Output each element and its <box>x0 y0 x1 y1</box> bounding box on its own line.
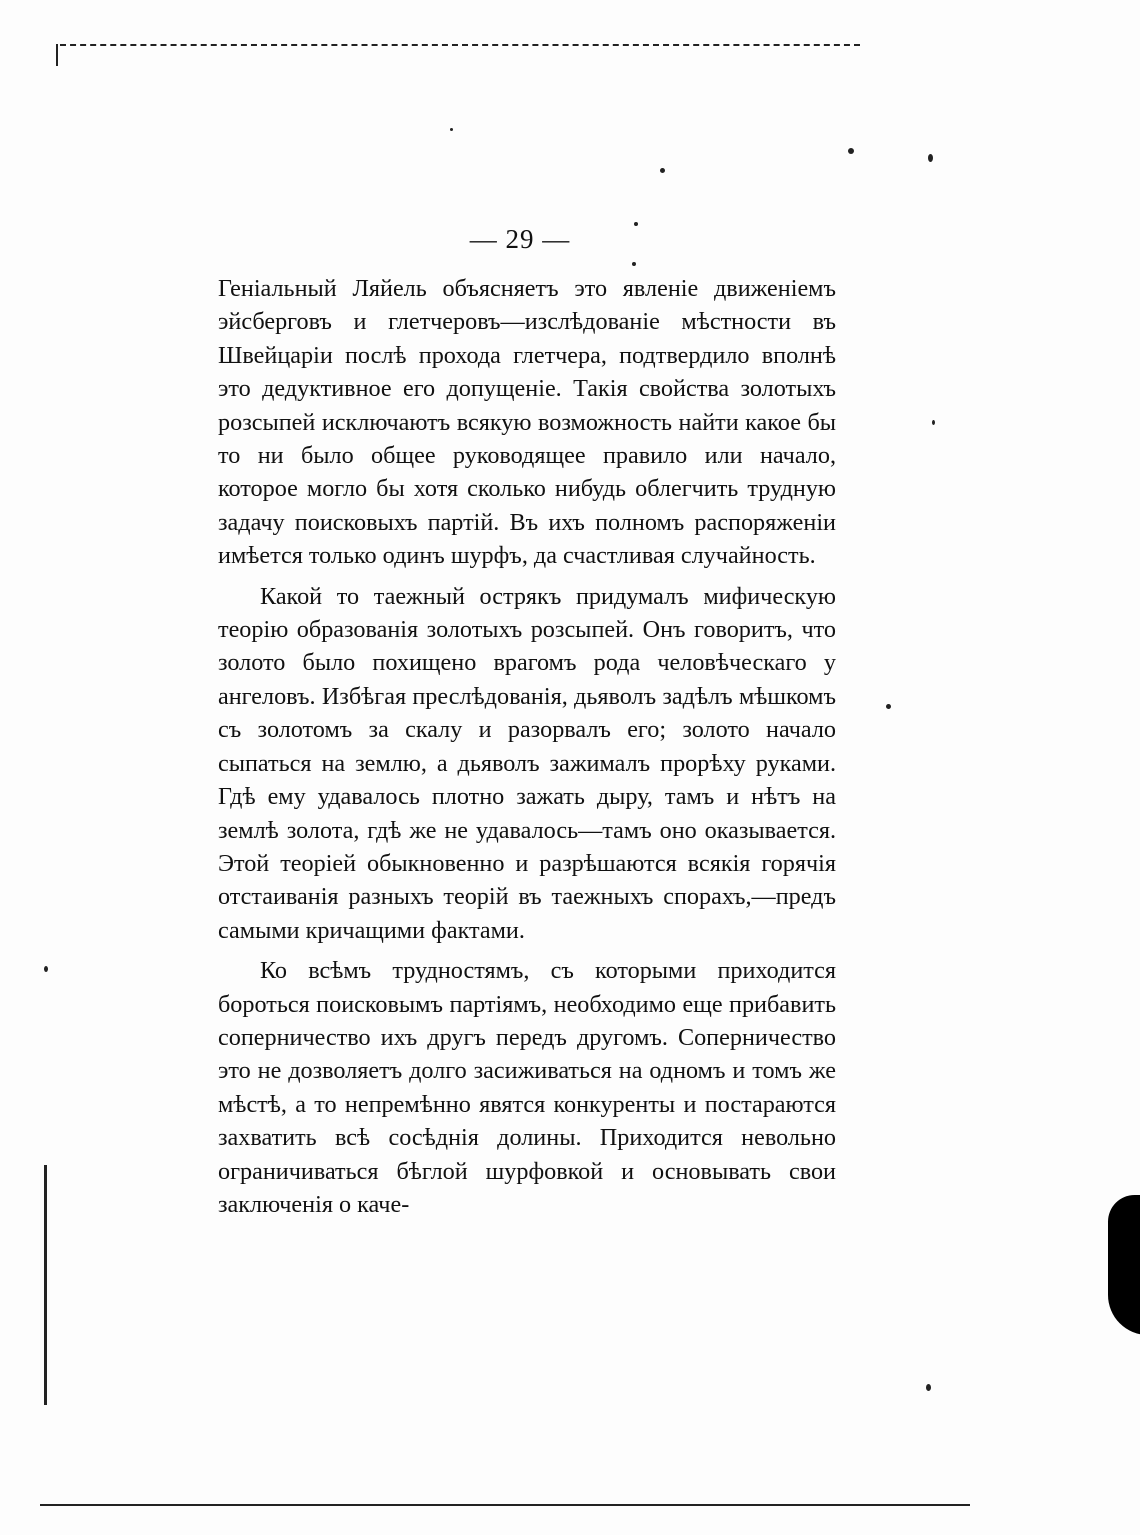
ink-speck <box>848 148 854 154</box>
ink-speck <box>632 262 636 266</box>
bottom-edge-rule <box>40 1504 970 1506</box>
paragraph-3: Ко всѣмъ трудностямъ, съ которыми приходится бороться поисковымъ партіямъ, необходимо еще прибавить соперничество ихъ другъ передъ другомъ. Соперничество это не дозволяетъ долго засиживаться на одномъ и томъ же мѣстѣ, а то непремѣнно явятся конкуренты и постараются захватить всѣ сосѣднія долины. Приходится невольно ограничиваться бѣглой шурфовкой и основывать свои заключенія о каче- <box>218 957 836 1218</box>
page-number: — 29 — <box>469 224 571 254</box>
right-edge-blot <box>1108 1195 1140 1335</box>
left-binding-shadow <box>44 1165 47 1405</box>
ink-speck <box>928 154 933 162</box>
ink-speck <box>932 420 935 425</box>
body-text <box>218 272 836 1228</box>
ink-speck <box>450 128 453 131</box>
ink-speck <box>660 168 665 173</box>
paragraph-1: Геніальный Ляйель объясняетъ это явленіе движеніемъ эйсберговъ и глетчеровъ—изслѣдованіе мѣстности въ Швейцаріи послѣ прохода глетчера, подтвердило вполнѣ это дедуктивное его допущеніе. Такія свойства золотыхъ розсыпей исключаютъ всякую возможность найти какое бы то ни было общее руководящее правило или начало, которое могло бы хотя сколько нибудь облегчить трудную задачу поисковыхъ партій. Въ ихъ полномъ распоряженіи имѣется только одинъ шурфъ, да счастливая случайность. <box>218 275 836 570</box>
ink-speck <box>886 704 891 709</box>
paragraph-2: Какой то таежный острякъ придумалъ мифическую теорію образованія золотыхъ розсыпей. Онъ говоритъ, что золото было похищено врагомъ рода человѣческаго у ангеловъ. Избѣгая преслѣдованія, дьяволъ задѣлъ мѣшкомъ съ золотомъ за скалу и разорвалъ его; золото начало сыпаться на землю, а дьяволъ зажималъ прорѣху руками. Гдѣ ему удавалось плотно зажать дыру, тамъ и нѣтъ на землѣ золота, гдѣ же не удавалось—тамъ оно оказывается. Этой теоріей обыкновенно и разрѣшаются всякія горячія отстаиванія разныхъ теорій въ таежныхъ спорахъ,—предъ самыми кричащими фактами. <box>218 582 836 944</box>
top-edge-rule <box>60 44 860 46</box>
left-edge-mark <box>56 44 58 66</box>
ink-speck <box>926 1384 931 1391</box>
ink-speck <box>44 966 48 972</box>
